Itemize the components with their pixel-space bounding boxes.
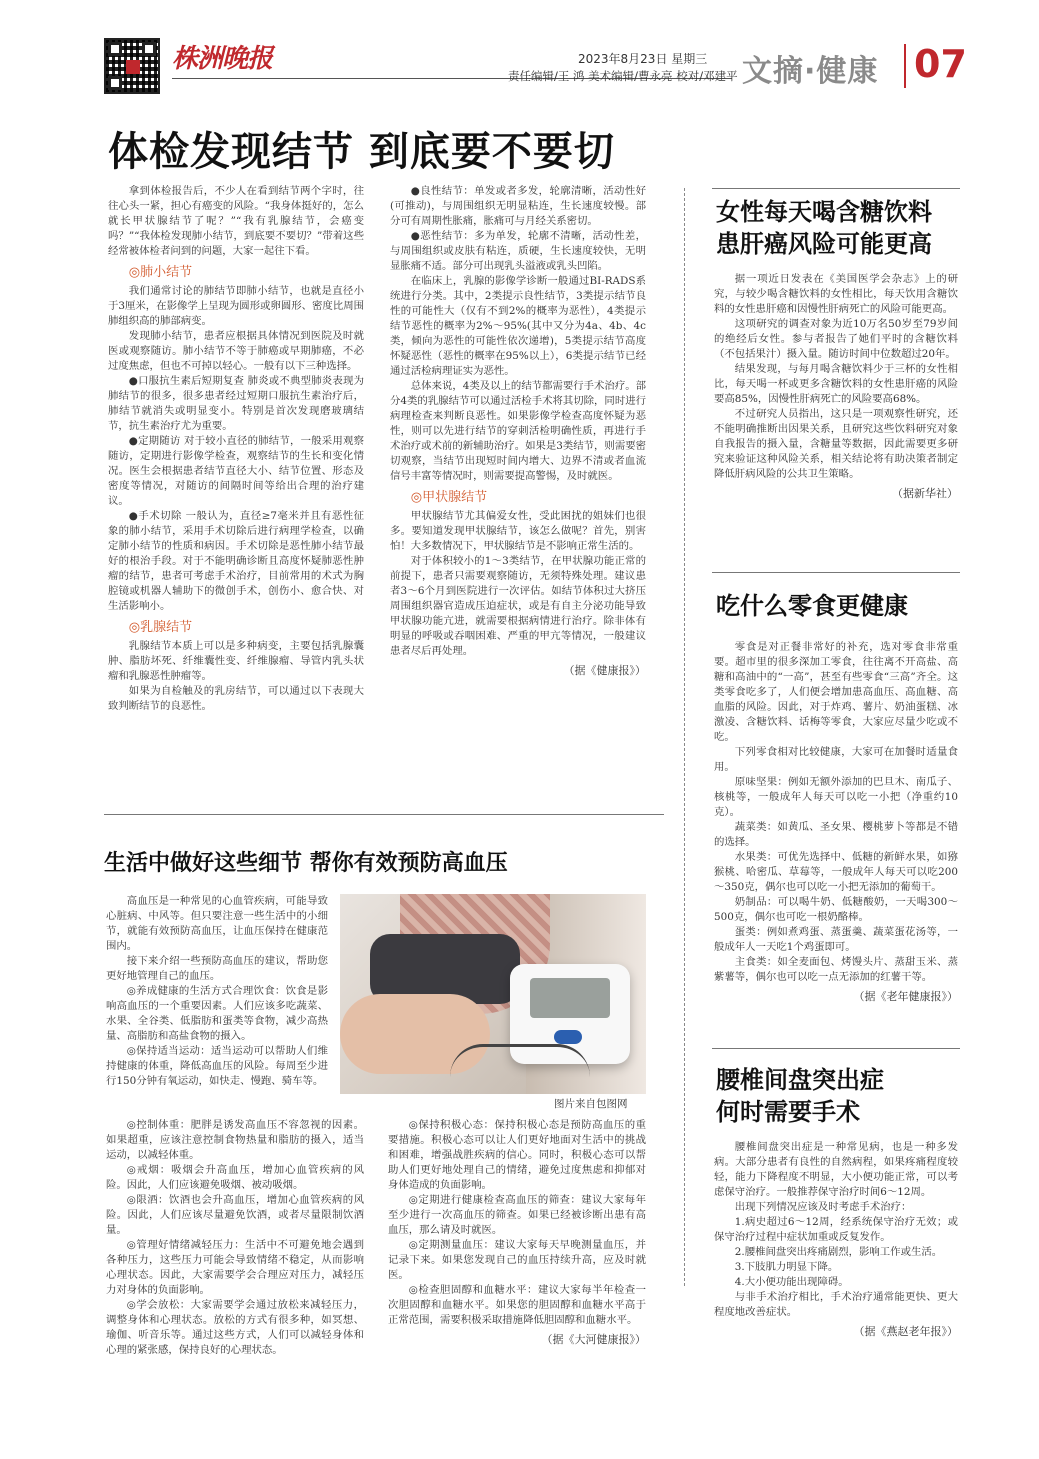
- subheading: ◎乳腺结节: [128, 620, 193, 635]
- headline-line: 何时需要手术: [716, 1097, 860, 1126]
- article-column: [388, 1118, 646, 1347]
- paragraph: 我们通常讨论的肺结节即肺小结节，也就是直径小于3厘米，在影像学上呈现为圆形或卵圆形、密度比周围肺组织高的肺部病变。: [108, 285, 364, 327]
- qr-eye-icon: [108, 76, 122, 90]
- paragraph: 原味坚果：例如无额外添加的巴旦木、南瓜子、核桃等，一般成年人每天可以吃一小把（净重约10克）。: [714, 776, 958, 818]
- section-rule: [104, 814, 664, 815]
- qr-eye-icon: [108, 42, 122, 56]
- paragraph: ◎养成健康的生活方式合理饮食：饮食是影响高血压的一个重要因素。人们应该多吃蔬菜、水果、全谷类、低脂肪和蛋类等食物，减少高热量、高脂肪和高盐食物的摄入。: [106, 985, 328, 1042]
- article-source: （据《大河健康报》）: [541, 1333, 646, 1346]
- paragraph: 如果为自检触及的乳房结节，可以通过以下表现大致判断结节的良恶性。: [108, 685, 364, 712]
- paragraph: 出现下列情况应该及时考虑手术治疗：: [734, 1201, 912, 1213]
- paragraph: 在临床上，乳腺的影像学诊断一般通过BI-RADS系统进行分类。其中，2类提示良性结节，3类提示结节良性的可能性大（仅有不到2%的概率为恶性），4类提示结节恶性的概率为2%～95%(其中又分为4a、4b、4c类，倾向为恶性的可能性依次递增)，5类提示结节高度怀疑恶性（恶性的概率在95%以上），6类提示结节已经通过活检病理证实为恶性。: [390, 275, 646, 377]
- paragraph: ◎定期测量血压：建议大家每天早晚测量血压，并记录下来。如果您发现自己的血压持续升高，应及时就医。: [388, 1239, 646, 1281]
- monitor-button-icon: [554, 1030, 582, 1044]
- paragraph: 结果发现，与每月喝含糖饮料少于三杯的女性相比，每天喝一杯或更多含糖饮料的女性患肝癌的风险要高85%，因慢性肝病死亡的风险要高68%。: [714, 363, 958, 405]
- article-column: [108, 184, 364, 714]
- paragraph: ●良性结节：单发或者多发，轮廓清晰，活动性好(可推动)，与周围组织无明显粘连，生长速度较慢。部分可有周期性胀痛，胀痛可与月经关系密切。: [390, 185, 646, 227]
- paragraph: 据一项近日发表在《美国医学会杂志》上的研究，与较少喝含糖饮料的女性相比，每天饮用含糖饮料的女性患肝癌和因慢性肝病死亡的风险可能更高。: [714, 273, 958, 315]
- monitor-screen: [530, 978, 610, 1018]
- newspaper-logo: 株洲晚报: [172, 44, 273, 74]
- paragraph: ●定期随访 对于较小直径的肺结节，一般采用观察随访，定期进行影像学检查，观察结节的生长和变化情况。医生会根据患者结节直径大小、结节位置、形态及密度等情况，对随访的间隔时间等给出合理的治疗建议。: [108, 435, 364, 507]
- article-headline: 生活中做好这些细节 帮你有效预防高血压: [104, 850, 508, 876]
- paragraph: 拿到体检报告后，不少人在看到结节两个字时，往往心头一紧，担心有癌变的风险。“我身体挺好的，怎么就长甲状腺结节了呢？”“我有乳腺结节，会癌变吗？”“我体检发现肺小结节，到底要不要切？”带着这些经常被体检者问到的问题，大家一起往下看。: [108, 185, 364, 257]
- paragraph: 这项研究的调查对象为近10万名50岁至79岁间的绝经后女性。参与者报告了她们平时的含糖饮料（不包括果汁）摄入量。随访时间中位数超过20年。: [714, 318, 958, 360]
- article-column: [390, 184, 646, 678]
- paragraph: ◎限酒：饮酒也会升高血压，增加心血管疾病的风险。因此，人们应该尽量避免饮酒，或者尽量限制饮酒量。: [106, 1194, 364, 1236]
- article-headline: 体检发现结节 到底要不要切: [108, 129, 615, 175]
- paragraph: 乳腺结节本质上可以是多种病变，主要包括乳腺囊肿、脂肪坏死、纤维囊性变、纤维腺瘤、导管内乳头状瘤和乳腺恶性肿瘤等。: [108, 640, 364, 682]
- paragraph: 水果类：可优先选择中、低糖的新鲜水果，如猕猴桃、哈密瓜、草莓等，一般成年人每天可以吃200～350克，偶尔也可以吃一小把无添加的葡萄干。: [714, 851, 958, 893]
- section-rule: [712, 188, 960, 189]
- subheading: ◎甲状腺结节: [410, 490, 488, 505]
- headline-line: 女性每天喝含糖饮料: [716, 197, 932, 226]
- headline-line: 患肝癌风险可能更高: [716, 229, 932, 258]
- paragraph: 1.病史超过6～12周，经系统保守治疗无效；或保守治疗过程中症状加重或反复发作。: [714, 1216, 958, 1243]
- editor-credits: 责任编辑/王 鸿 美术编辑/曹永亮 校对/邓建平: [508, 69, 738, 83]
- article-column: [714, 1140, 958, 1339]
- article-source: （据《燕赵老年报》）: [853, 1325, 958, 1338]
- paragraph: 与非手术治疗相比，手术治疗通常能更快、更大程度地改善症状。: [714, 1291, 958, 1318]
- column-divider: [684, 188, 685, 1286]
- section-rule: [712, 572, 960, 573]
- article-column: [714, 640, 958, 1004]
- paragraph: 总体来说，4类及以上的结节都需要行手术治疗。部分4类的乳腺结节可以通过活检手术将其切除，同时进行病理检查来判断良恶性。如果影像学检查高度怀疑为恶性，则可以先进行结节的穿刺活检明确性质，再进行手术治疗或术前的新辅助治疗。如果是3类结节，则需要密切观察，当结节出现短时间内增大、边界不清或者血流信号丰富等情况时，则需要提高警惕，及时就医。: [390, 380, 646, 482]
- photo-caption: 图片来自包图网: [554, 1098, 628, 1110]
- article-column: [714, 272, 958, 501]
- article-source: （据《健康报》）: [563, 664, 646, 677]
- article-source: （据《老年健康报》）: [853, 990, 958, 1003]
- paragraph: 甲状腺结节尤其偏爱女性，受此困扰的姐妹们也很多。要知道发现甲状腺结节，该怎么做呢？首先，别害怕！大多数情况下，甲状腺结节是不影响正常生活的。: [390, 510, 646, 552]
- paragraph: ◎保持适当运动：适当运动可以帮助人们维持健康的体重，降低高血压的风险。每周至少进行150分钟有氧运动，如快走、慢跑、骑车等。: [106, 1045, 328, 1087]
- article-column: [106, 894, 328, 1089]
- paragraph: 腰椎间盘突出症是一种常见病，也是一种多发病。大部分患者有良性的自然病程，如果疼痛程度较轻，能力下降程度不明显，大小便功能正常，可以考虑保守治疗。一般推荐保守治疗时间6～12周。: [714, 1141, 958, 1198]
- paragraph: 3.下肢肌力明显下降。: [734, 1261, 839, 1273]
- paragraph: 2.腰椎间盘突出疼痛剧烈，影响工作或生活。: [734, 1246, 943, 1258]
- paragraph: 4.大小便功能出现障碍。: [734, 1276, 849, 1288]
- paragraph: ◎检查胆固醇和血糖水平：建议大家每半年检查一次胆固醇和血糖水平。如果您的胆固醇和血糖水平高于正常范围，需要积极采取措施降低胆固醇和血糖水平。: [388, 1284, 646, 1326]
- paragraph: 蛋类：例如煮鸡蛋、蒸蛋羹、蔬菜蛋花汤等，一般成年人一天吃1个鸡蛋即可。: [714, 926, 958, 953]
- article-headline: [716, 1064, 884, 1128]
- paragraph: ●恶性结节：多为单发，轮廓不清晰，活动性差，与周围组织或皮肤有粘连，质硬，生长速度较快，无明显胀痛不适。部分可出现乳头溢液或乳头凹陷。: [390, 230, 646, 272]
- paragraph: 蔬菜类：如黄瓜、圣女果、樱桃萝卜等都是不错的选择。: [714, 821, 958, 848]
- paragraph: 主食类：如全麦面包、烤馒头片、蒸甜玉米、蒸紫薯等，偶尔也可以吃一点无添加的红薯干等。: [714, 956, 958, 983]
- paragraph: ◎控制体重：肥胖是诱发高血压不容忽视的因素。如果超重，应该注意控制食物热量和脂肪的摄入，适当运动，以减轻体重。: [106, 1119, 364, 1161]
- headline-line: 腰椎间盘突出症: [716, 1065, 884, 1094]
- paragraph: 不过研究人员指出，这只是一项观察性研究，还不能明确推断出因果关系，且研究这些饮料研究对象自我报告的摄入量，含糖量等数据，因此需要更多研究来验证这种风险关系，相关结论将有助决策者制定降低肝病风险的公共卫生策略。: [714, 408, 958, 480]
- paragraph: 发现肺小结节，患者应根据具体情况到医院及时就医或观察随访。肺小结节不等于肺癌或早期肺癌，不必过度焦虑，但也不可掉以轻心。一般有以下三种选择。: [108, 330, 364, 372]
- article-headline: 吃什么零食更健康: [716, 591, 908, 620]
- article-headline: [716, 196, 932, 260]
- qr-center-logo: [126, 60, 140, 74]
- paragraph: ●手术切除 一般认为，直径≥7毫米并且有恶性征象的肺小结节，采用手术切除后进行病理学检查，以确定肺小结节的性质和病因。手术切除是恶性肺小结节最好的根治手段。对于不能明确诊断且高度怀疑肺恶性肿瘤的结节，患者可考虑手术治疗，目前常用的术式为胸腔镜或机器人辅助下的微创手术，创伤小、愈合快、对生活影响小。: [108, 510, 364, 612]
- qr-code: [104, 38, 160, 94]
- article-source: （据新华社）: [892, 487, 958, 500]
- qr-eye-icon: [142, 42, 156, 56]
- page-number: 07: [914, 42, 967, 86]
- paragraph: 对于体积较小的1～3类结节，在甲状腺功能正常的前提下，患者只需要观察随访，无须特殊处理。建议患者3～6个月到医院进行一次评估。如结节体积过大挤压周围组织器官造成压迫症状，或是有自主分泌功能导致甲状腺功能亢进，就需要根据病情进行治疗。除非体有明显的呼吸或吞咽困难、严重的甲亢等情况，一般建议患者尽后再处理。: [390, 555, 646, 657]
- paragraph: 零食是对正餐非常好的补充，选对零食非常重要。超市里的很多深加工零食，往往离不开高盐、高糖和高油中的“一高”，甚至有些零食“三高”齐全。这类零食吃多了，人们便会增加患高血压、高血糖、高血脂的风险。因此，对于炸鸡、薯片、奶油蛋糕、冰激凌、含糖饮料、话梅等零食，大家应尽量少吃或不吃。: [714, 641, 958, 743]
- paragraph: 高血压是一种常见的心血管疾病，可能导致心脏病、中风等。但只要注意一些生活中的小细节，就能有效预防高血压，让血压保持在健康范围内。: [106, 895, 328, 952]
- article-column: [106, 1118, 364, 1358]
- paragraph: ◎管理好情绪减轻压力：生活中不可避免地会遇到各种压力，这些压力可能会导致情绪不稳定，从而影响心理状态。因此，大家需要学会合理应对压力，减轻压力对身体的负面影响。: [106, 1239, 364, 1296]
- paragraph: 下列零食相对比较健康，大家可在加餐时适量食用。: [714, 746, 958, 773]
- paragraph: ◎保持积极心态：保持积极心态是预防高血压的重要措施。积极心态可以让人们更好地面对生活中的挑战和困难，增强战胜疾病的信心。同时，积极心态可以帮助人们更好地处理自己的情绪，避免过度焦虑和抑郁对身体造成的负面影响。: [388, 1119, 646, 1191]
- paragraph: 奶制品：可以喝牛奶、低糖酸奶，一天喝300～500克，偶尔也可吃一根奶酪棒。: [714, 896, 958, 923]
- blood-pressure-photo: [340, 894, 646, 1094]
- photo-tube: [450, 1044, 590, 1077]
- paragraph: 接下来介绍一些预防高血压的建议，帮助您更好地管理自己的血压。: [106, 955, 328, 982]
- section-title: 文摘·健康: [742, 54, 879, 89]
- paragraph: ◎定期进行健康检查高血压的筛查：建议大家每年至少进行一次高血压的筛查。如果已经被诊断出患有高血压，那么请及时就医。: [388, 1194, 646, 1236]
- paragraph: ◎学会放松：大家需要学会通过放松来减轻压力，调整身体和心理状态。放松的方式有很多种，如冥想、瑜伽、听音乐等。通过这些方式，人们可以减轻身体和心理的紧张感，保持良好的心理状态。: [106, 1299, 364, 1356]
- subheading: ◎肺小结节: [128, 265, 193, 280]
- section-rule: [712, 1048, 960, 1049]
- issue-date: 2023年8月23日 星期三: [578, 52, 708, 66]
- section-separator: [904, 44, 906, 88]
- paragraph: ◎戒烟：吸烟会升高血压，增加心血管疾病的风险。因此，人们应该避免吸烟、被动吸烟。: [106, 1164, 364, 1191]
- paragraph: ●口服抗生素后短期复查 肺炎或不典型肺炎表现为肺结节的很多，很多患者经过短期口服抗生素治疗后，肺结节就消失或明显变小。特别是首次发现磨玻璃结节，抗生素治疗尤为重要。: [108, 375, 364, 432]
